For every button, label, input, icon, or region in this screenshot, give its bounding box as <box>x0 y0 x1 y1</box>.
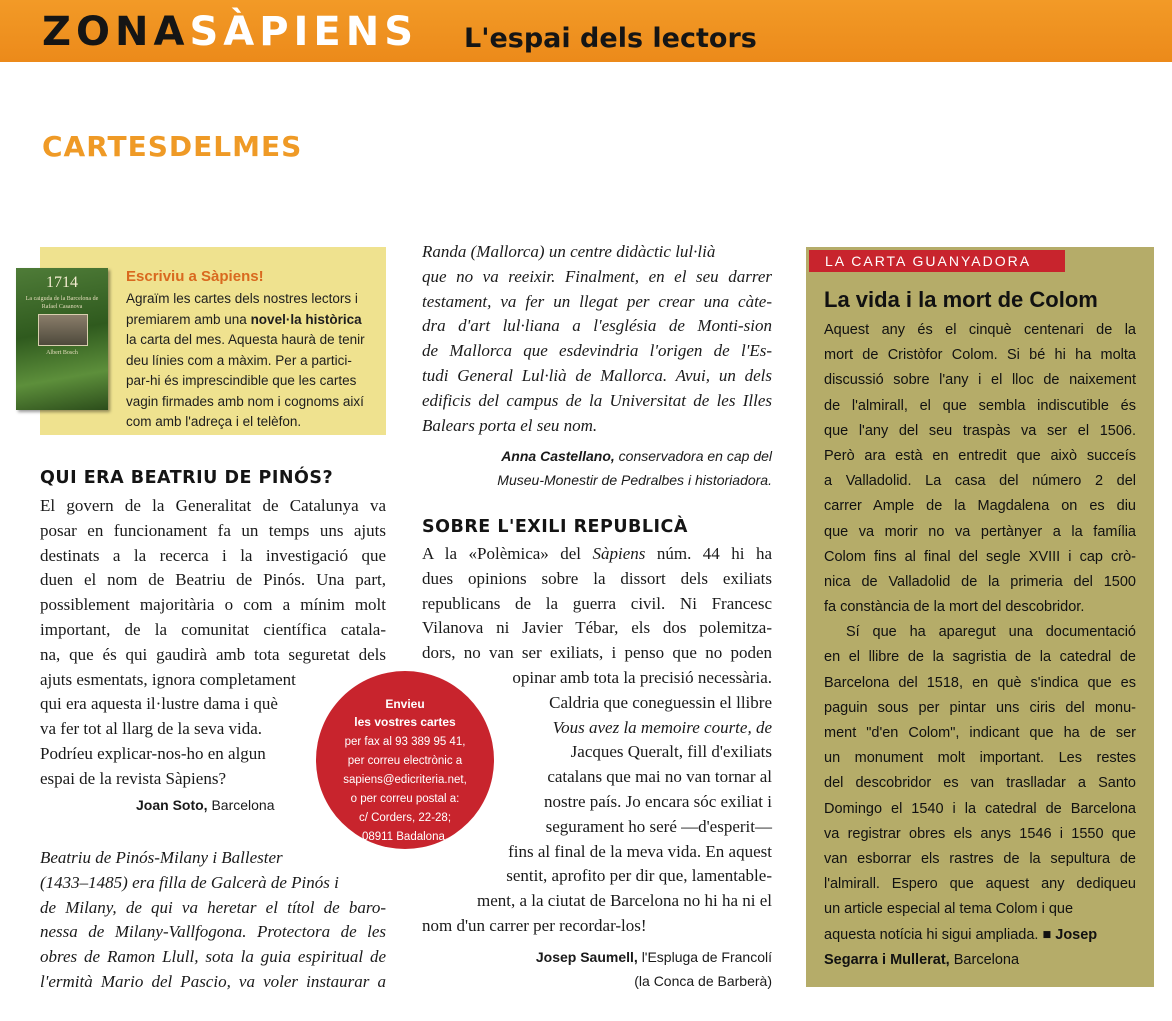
text-line: dra d'art lul·liana a l'església de Monti-sion <box>422 316 772 336</box>
text-line: a Valladolid. La casa del número 2 del <box>824 473 1136 490</box>
write-line: vagin firmades amb nom i cognoms així <box>126 393 364 409</box>
text-line: El govern de la Generalitat de Catalunya va <box>40 496 386 515</box>
text-line: Barcelona del 1518, en què s'indica que es <box>824 674 1136 691</box>
text-line-text: aquesta notícia hi sigui ampliada. <box>824 926 1039 943</box>
text-line: nessa de Milany-Vallfogona. Protectora de les <box>40 922 386 942</box>
brand-zona: ZONA <box>42 9 190 55</box>
text-line: Vilanova ni Javier Tébar, els dos polemitza- <box>422 618 772 638</box>
text-line: obres de Ramon Llull, sota la guia espiritual de <box>40 947 386 967</box>
text-line: nica de Valladolid de la primeria del 1500 <box>824 573 1136 590</box>
send-letters-circle <box>316 671 494 849</box>
text-line: important, de la comunitat científica catala- <box>40 619 386 639</box>
text-line: carrer Ample de la Magdalena on es diu <box>824 498 1136 515</box>
text-line: Beatriu de Pinós-Milany i Ballester <box>40 848 283 867</box>
text-line: espai de la revista Sàpiens? <box>40 768 226 788</box>
text-line: destinats a la recerca i la investigació que <box>40 545 386 565</box>
text-line: ment, a la ciutat de Barcelona no hi ha ni el <box>476 891 772 911</box>
write-line: la carta del mes. Aquesta haurà de tenir <box>126 332 365 347</box>
signature-name: Josep Saumell, <box>535 949 638 965</box>
text-line: catalans que mai no van tornar al <box>547 767 772 787</box>
letter1-heading: QUI ERA BEATRIU DE PINÓS? <box>40 468 334 488</box>
circle-title-line: les vostres cartes <box>354 715 456 729</box>
brand-sapiens: SÀPIENS <box>189 9 419 55</box>
signature-place: Barcelona <box>211 797 275 813</box>
text-line: va registrar obres els anys 1546 i 1550 que <box>824 825 1136 842</box>
text-line: nom d'un carrer per recordar-los! <box>422 915 647 935</box>
reply-signature-line1 <box>422 444 772 468</box>
signature-role: Museu-Monestir de Pedralbes i historiadora. <box>497 472 772 488</box>
text-line: ment "d'en Colom", indicant que ha de ser <box>824 725 1136 741</box>
signature-place: (la Conca de Barberà) <box>634 973 772 989</box>
text-line: en el llibre de la sagristia de la catedral de <box>824 649 1136 666</box>
letter2-signature <box>422 945 772 993</box>
magazine-section-logo <box>42 8 418 56</box>
letter1-signature <box>136 793 275 817</box>
book-author: Albert Bosch <box>46 350 78 356</box>
reply-signature-line2 <box>422 468 772 492</box>
signature-place: l'Espluga de Francolí <box>641 949 772 965</box>
text-line: Domingo el 1540 i la catedral de Barcelona <box>824 800 1136 817</box>
text-line: ajuts esmentats, ignora completament <box>40 669 296 689</box>
text-line: que va morir no va pertànyer a la família <box>824 523 1136 540</box>
text-line: fa constància de la mort del descobridor. <box>824 599 1085 616</box>
text-line: republicans de la guerra civil. Ni Francesc <box>422 593 772 613</box>
write-line: deu línies com a màxim. Per a partici- <box>126 352 352 368</box>
email-link[interactable]: sapiens@edicriteria.net, <box>343 774 467 786</box>
winner-title: La vida i la mort de Colom <box>824 287 1098 312</box>
text-line: duen el nom de Beatriu de Pinós. Una part, <box>40 570 386 590</box>
winner-signature <box>824 948 1136 973</box>
book-subtitle: La caiguda de la Barcelona de Rafael Casanova <box>25 296 99 310</box>
section-tagline: L'espai dels lectors <box>464 23 757 54</box>
text-line: na, que és qui gaudirà amb tota seguretat dels <box>40 644 386 664</box>
book-illustration <box>38 314 88 346</box>
text-line: opinar amb tota la precisió necessària. <box>512 667 772 687</box>
section-title: CARTESDELMES <box>42 130 303 163</box>
write-line: par-hi és imprescindible que les cartes <box>126 373 357 388</box>
letter2-signature-line1 <box>422 945 772 969</box>
postal-intro-line: o per correu postal a: <box>350 793 460 805</box>
text-line: que no va reeixir. Finalment, en el seu darrer <box>422 266 772 286</box>
text-line: dues opinions sobre la dissort dels exiliats <box>422 568 772 588</box>
text-line: Sí que ha aparegut una documentació <box>846 624 1136 641</box>
write-box-title: Escriviu a Sàpiens! <box>126 268 264 285</box>
text-line: Caldria que coneguessin el llibre <box>549 692 772 712</box>
book-cover-image <box>16 268 108 410</box>
signature-name: Segarra i Mullerat, <box>824 951 950 968</box>
text-line: del descobridor es van traslladar a Santo <box>824 775 1136 792</box>
circle-body <box>316 733 494 847</box>
text-line: Aquest any és el cinquè centenari de la <box>824 322 1136 338</box>
text-line: tudi General Lul·lià de Mallorca. Avui, un dels <box>422 365 772 385</box>
text-line: l'ermità Mario del Pascio, va voler instaurar a <box>40 971 386 991</box>
text-line: Randa (Mallorca) un centre didàctic lul·lià <box>422 242 716 261</box>
signature-role: conservadora en cap del <box>618 448 772 464</box>
text-line: Colom fins al final del segle XVIII i cap crò- <box>824 548 1136 565</box>
winner-badge: LA CARTA GUANYADORA <box>809 250 1065 272</box>
text-line: paguin sous per pintar uns ciris del monu- <box>824 699 1136 716</box>
text-line: edificis del campus de la Universitat de les Illes <box>422 390 772 410</box>
text-line-with-signature <box>824 923 1136 948</box>
signature-name: Anna Castellano, <box>501 448 615 464</box>
email-intro-line: per correu electrònic a <box>347 755 463 767</box>
reply-signature <box>422 444 772 492</box>
reply-continued <box>422 240 772 438</box>
text-line: discussió sobre l'any i el lloc de naixement <box>824 372 1136 389</box>
text-line: posar en funcionament fa un temps uns ajuts <box>40 520 386 540</box>
circle-title-line: Envieu <box>385 697 425 711</box>
text-line: Balears porta el seu nom. <box>422 415 598 435</box>
signature-place: Barcelona <box>953 951 1020 968</box>
text-line: de Mallorca que esdevindria l'origen de l'Es- <box>422 341 772 361</box>
letter2-heading: SOBRE L'EXILI REPUBLICÀ <box>422 517 688 537</box>
text-line: possiblement majoritària o com a mínim molt <box>40 595 386 615</box>
text-line: van esborrar els rastres de la sepultura de <box>824 850 1136 867</box>
text-line: Podríeu explicar-nos-ho en algun <box>40 743 266 763</box>
text-line: qui era aquesta il·lustre dama i què <box>40 694 278 714</box>
write-line: premiarem amb una novel·la històrica <box>126 311 362 327</box>
write-box-text <box>126 289 376 433</box>
signature-name: Joan Soto, <box>136 797 208 813</box>
postal-address-line: c/ Corders, 22-28; <box>358 812 452 824</box>
signature-name: Josep <box>1055 926 1098 943</box>
circle-title <box>316 695 494 731</box>
text-line: que l'any del seu traspàs va ser el 1506. <box>824 422 1136 439</box>
text-line: un article especial al tema Colom i que <box>824 901 1074 918</box>
text-line: l'almirall. Espero que aquest any dediqueu <box>824 876 1136 893</box>
write-line: Agraïm les cartes dels nostres lectors i <box>126 291 358 306</box>
text-line: Però ara està en entredit que això succeís <box>824 447 1136 464</box>
write-line: com amb l'adreça i el telèfon. <box>126 414 302 429</box>
text-line: un monument molt important. Les restes <box>824 750 1136 767</box>
text-line: testament, va fer un llegat per crear una càte- <box>422 291 772 311</box>
text-line: va fer tot al llarg de la seva vida. <box>40 719 263 739</box>
end-mark: ■ <box>1042 926 1052 943</box>
text-line: fins al final de la meva vida. En aquest <box>508 841 772 861</box>
text-line: de l'almirall, el que sembla indiscutible és <box>824 397 1136 414</box>
letter1-reply <box>40 846 386 995</box>
header-bar <box>0 0 1172 62</box>
postal-address-line: 08911 Badalona. <box>361 831 449 843</box>
winner-body <box>824 318 1136 973</box>
text-line: (1433–1485) era filla de Galcerà de Pinós i <box>40 872 339 892</box>
text-line: sentit, aprofito per dir que, lamentable- <box>506 866 772 886</box>
text-line: dors, no van ser exiliats, i penso que no poden <box>422 643 772 663</box>
text-line: Vous avez la memoire courte, de <box>552 717 772 737</box>
text-line: Jacques Queralt, fill d'exiliats <box>570 742 772 762</box>
text-line: nostre país. Jo encara sóc exiliat i <box>543 791 772 811</box>
book-year: 1714 <box>46 274 78 291</box>
text-line: segurament ho seré —d'esperit— <box>545 816 772 836</box>
fax-line: per fax al 93 389 95 41, <box>344 736 466 748</box>
text-line: A la «Polèmica» del Sàpiens núm. 44 hi ha <box>422 544 772 563</box>
text-line: mort de Cristòfor Colom. Si bé hi ha molta <box>824 347 1136 364</box>
text-line: de Milany, de qui va heretar el títol de baro- <box>40 897 386 917</box>
